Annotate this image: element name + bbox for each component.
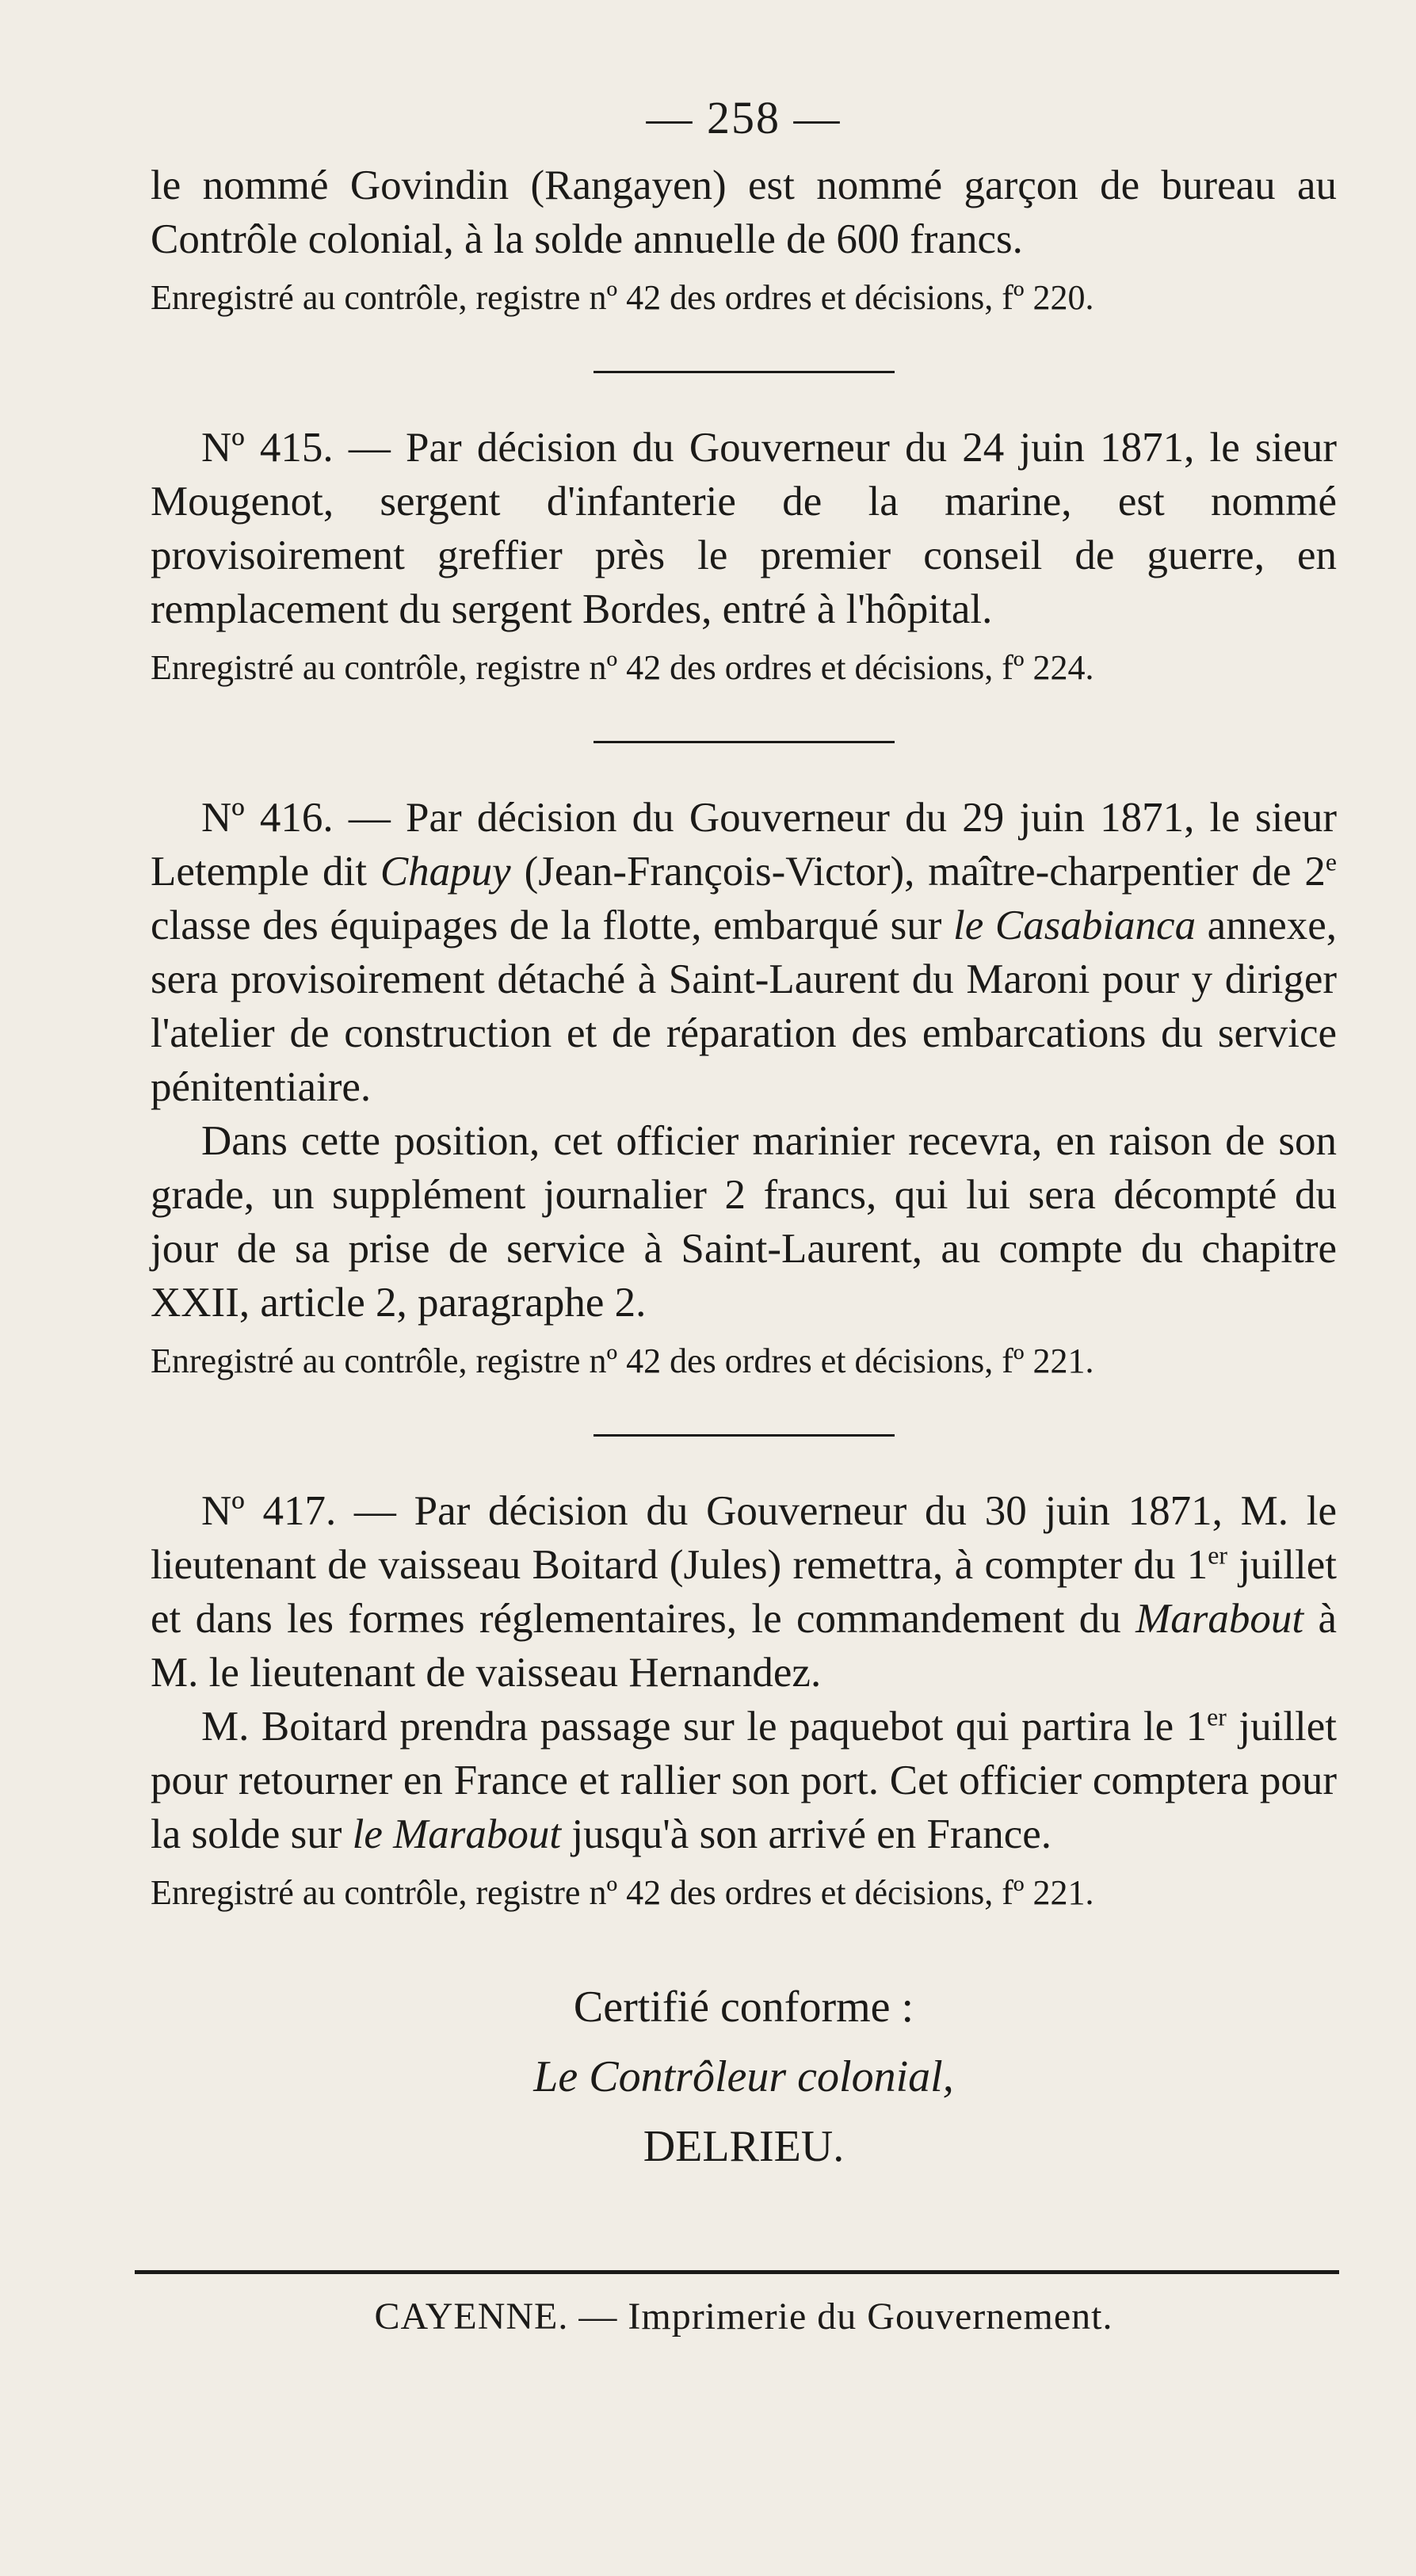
registration-note: Enregistré au contrôle, registre nº 42 des ordres et décisions, fº 221. — [151, 1341, 1094, 1380]
separator-rule — [593, 371, 895, 373]
signatory-title: Le Contrôleur colonial, — [533, 2052, 954, 2101]
continuation-paragraph: le nommé Govindin (Rangayen) est nommé garçon de bureau au Contrôle colonial, à la solde annuelle de 600 francs. — [151, 162, 1337, 262]
text-run: à M. le lieutenant de vaisseau Hernandez. — [151, 1596, 1337, 1696]
decision-417-continued — [151, 1700, 1337, 1861]
certification-line: Certifié conforme : — [573, 1983, 914, 2032]
text-run: annexe, sera provisoirement détaché à Saint-Laurent du Maroni pour y diriger l'atelier de construction et de réparation des embarcations du service pénitentiaire. — [151, 903, 1337, 1110]
text-run: (Jean-François-Victor), maître-charpentier de 2 — [510, 849, 1326, 895]
decision-417 — [151, 1484, 1337, 1700]
registration-note: Enregistré au contrôle, registre nº 42 des ordres et décisions, fº 220. — [151, 278, 1094, 317]
registration-note: Enregistré au contrôle, registre nº 42 des ordres et décisions, fº 224. — [151, 648, 1094, 687]
text-run: Nº 416. — Par décision du Gouverneur du 29 juin 1871, le sieur Letemple dit — [151, 795, 1337, 895]
italic-ship-name: le Marabout — [352, 1811, 562, 1857]
text-run: classe des équipages de la flotte, embarqué sur — [151, 903, 953, 948]
text-run: juillet pour retourner en France et rallier son port. Cet officier comptera pour la solde sur — [151, 1704, 1337, 1857]
decision-415: Nº 415. — Par décision du Gouverneur du 24 juin 1871, le sieur Mougenot, sergent d'infanterie de la marine, est nommé provisoirement greffier près le premier conseil de guerre, en remplacement du sergent Bordes, entré à l'hôpital. — [151, 425, 1337, 632]
text-run: jusqu'à son arrivé en France. — [561, 1811, 1052, 1857]
text-run: M. Boitard prendra passage sur le paquebot qui partira le 1 — [201, 1704, 1208, 1750]
registration-note: Enregistré au contrôle, registre nº 42 des ordres et décisions, fº 221. — [151, 1873, 1094, 1912]
superscript: er — [1207, 1703, 1227, 1731]
superscript: e — [1325, 848, 1337, 876]
italic-name: Chapuy — [380, 849, 511, 895]
page-number: — 258 — — [646, 92, 842, 143]
superscript: er — [1208, 1541, 1227, 1570]
italic-ship-name: le Casabianca — [953, 903, 1197, 948]
decision-416-continued: Dans cette position, cet officier marinier recevra, en raison de son grade, un supplément journalier 2 francs, qui lui sera décompté du jour de sa prise de service à Saint-Laurent, au compte du chapitre XXII, article 2, paragraphe 2. — [151, 1118, 1337, 1326]
printer-imprint: CAYENNE. — Imprimerie du Gouvernement. — [374, 2296, 1113, 2337]
text-run: Nº 417. — Par décision du Gouverneur du 30 juin 1871, M. le lieutenant de vaisseau Boitard (Jules) remettra, à compter du 1 — [151, 1488, 1337, 1588]
separator-rule — [593, 741, 895, 743]
footer-rule — [135, 2270, 1339, 2274]
certification-block — [151, 1972, 1337, 2181]
signatory-name: DELRIEU. — [643, 2122, 845, 2171]
italic-ship-name: Marabout — [1135, 1596, 1304, 1642]
decision-416 — [151, 791, 1337, 1114]
separator-rule — [593, 1434, 895, 1437]
text-run: juillet et dans les formes réglementaires, le commandement du — [151, 1542, 1337, 1642]
